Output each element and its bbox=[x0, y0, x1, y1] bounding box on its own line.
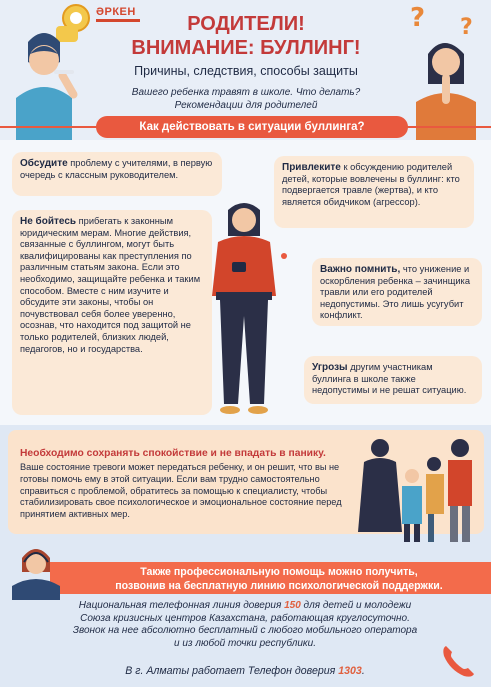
card-remember-text: что унижение и оскорбления ребенка – зачинщика травли или его родителей недопустимы. Это лишь усугубит конфликт. bbox=[320, 264, 471, 321]
logo-text: ӘРКЕН bbox=[96, 6, 136, 18]
calm-title: Необходимо сохранять спокойствие и не впадать в панику. bbox=[20, 448, 326, 459]
lead-line-2: Рекомендации для родителей bbox=[174, 100, 318, 111]
card-discuss-keyword: Обсудите bbox=[20, 158, 68, 169]
title-line-2: ВНИМАНИЕ: БУЛЛИНГ! bbox=[131, 37, 361, 59]
help-line-2: позвонив на бесплатную линию психологической поддержки. bbox=[115, 580, 443, 592]
calm-text: Ваше состояние тревоги может передаться ребенку, и он решит, что вы не готовы помочь ему в этой ситуации. Если вам трудно самостоятельно справиться с проблемой, обратитесь за помощью к специалисту, чтобы стабилизировать свое психологическое и эмоциональное состояние перед принятием активных мер. bbox=[20, 462, 342, 520]
almaty-post: . bbox=[361, 665, 365, 677]
hotline-line-3: Звонок на нее абсолютно бесплатный с любого мобильного оператора bbox=[72, 625, 418, 637]
lead-line-1: Вашего ребенка травят в школе. Что делать? bbox=[131, 87, 361, 98]
card-fear-text: прибегать к законным юридическим мерам. Многие действия, связанные с буллингом, могут быть квалифицированы как преступления по различным статьям закона. Если это необходимо, защищайте ребенка и таким способом. Вместе с ним изучите и обсудите эти законы, чтобы он почувствовал себя более уверенно, осознав, что находится под защитой не только родителей, близких людей, педагогов, но и государства. bbox=[20, 216, 201, 354]
card-fear bbox=[12, 210, 212, 415]
help-banner-text bbox=[74, 562, 484, 594]
card-threats bbox=[304, 356, 482, 404]
help-keyword: Также bbox=[140, 566, 171, 578]
card-threats-keyword: Угрозы bbox=[312, 362, 348, 373]
card-involve-text: к обсуждению родителей детей, которые вовлечены в буллинг: кто подвергается травле (жертва), и кто является обидчиком (агрессор). bbox=[282, 162, 460, 207]
hotline-info bbox=[40, 600, 450, 650]
hotline-line-4: и из любой точки республики. bbox=[174, 637, 316, 649]
card-threats-text: другим участникам буллинга в школе также недопустимы и не решат ситуацию. bbox=[312, 362, 467, 396]
card-discuss-text: проблему с учителями, в первую очередь с классным руководителем. bbox=[20, 158, 213, 180]
card-fear-keyword: Не бойтесь bbox=[20, 216, 77, 227]
card-discuss bbox=[12, 152, 222, 196]
almaty-pre: В г. Алматы работает Телефон доверия bbox=[125, 665, 339, 677]
hotline-number: 150 bbox=[284, 600, 301, 611]
woman-thinking-illustration bbox=[402, 0, 488, 146]
subtitle: Причины, следствия, способы защиты bbox=[134, 64, 358, 78]
svg-text:?: ? bbox=[410, 3, 426, 33]
section-banner: Как действовать в ситуации буллинга? bbox=[96, 116, 408, 138]
operator-headset-illustration bbox=[8, 540, 64, 600]
card-remember bbox=[312, 258, 482, 326]
hotline-line-1-pre: Национальная телефонная линия доверия bbox=[78, 600, 285, 611]
help-line-1: профессиональную помощь можно получить, bbox=[170, 566, 418, 578]
page-title bbox=[110, 12, 382, 60]
card-involve bbox=[274, 156, 474, 228]
card-remember-keyword: Важно помнить, bbox=[320, 264, 401, 275]
phone-icon bbox=[438, 640, 482, 680]
lead-text bbox=[110, 86, 382, 112]
card-involve-keyword: Привлеките bbox=[282, 162, 341, 173]
almaty-hotline bbox=[60, 665, 430, 677]
almaty-number: 1303 bbox=[338, 665, 362, 677]
family-illustration bbox=[356, 432, 484, 544]
hotline-line-2: Союза кризисных центров Казахстана, работающая круглосуточно. bbox=[80, 612, 410, 624]
woman-with-phone-illustration bbox=[196, 196, 292, 418]
title-line-1: РОДИТЕЛИ! bbox=[187, 13, 305, 35]
hotline-line-1-post: для детей и молодежи bbox=[300, 600, 412, 611]
svg-text:?: ? bbox=[460, 15, 473, 40]
